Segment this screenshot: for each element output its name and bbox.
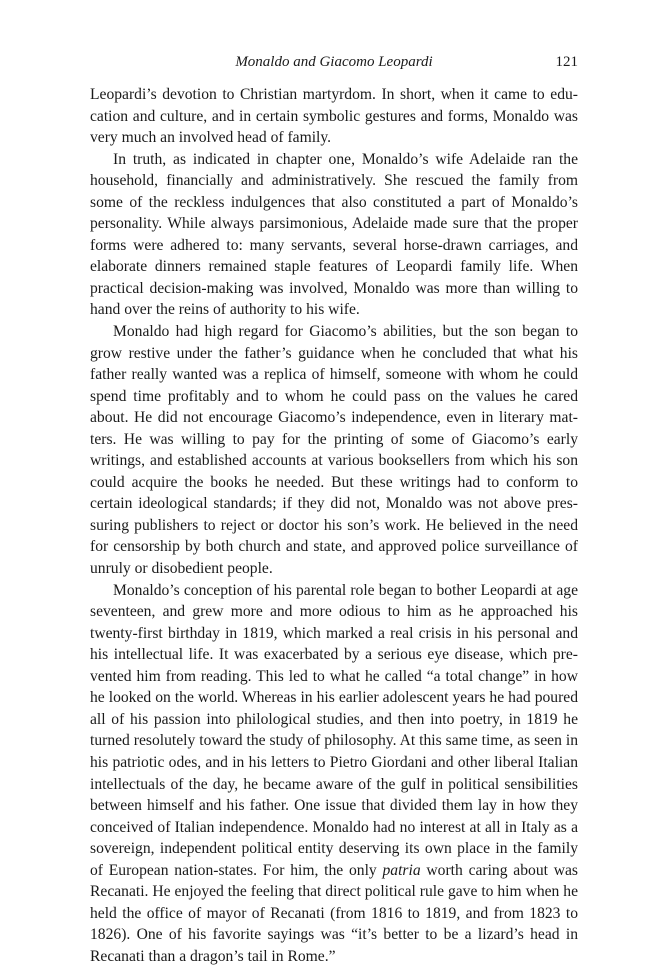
paragraph-4-after-italic: worth caring about was Recanati. He enjoyed the feeling that direct political rule gave to him when he held the office of mayor of Recanati (from 1816 to 1819, and from 1823 to 1826). One of his favorite sayings was “it’s better to be a lizard’s head in Recanati than a dragon’s tail in Rome.”	[90, 861, 578, 965]
paragraph-3: Monaldo had high regard for Giacomo’s abilities, but the son began to grow restive under the father’s guidance when he concluded that what his father really wanted was a replica of himself, someone with whom he could spend time profitably and to whom he could pass on the values he cared about. He did not encourage Giacomo’s independence, even in literary matters. He was willing to pay for the printing of some of Giacomo’s early writings, and established accounts at various booksellers from which his son could acquire the books he needed. But these writings had to conform to certain ideological standards; if they did not, Monaldo was not above pressuring publishers to reject or doctor his son’s work. He believed in the need for censorship by both church and state, and approved police surveillance of unruly or disobedient people.	[90, 323, 578, 578]
paragraph-4-before-italic: Monaldo’s conception of his parental role began to bother Leopardi at age seventeen, and grew more and more odious to him as he approached his twenty-first birthday in 1819, which marked a real crisis in his personal and his intellectual life. It was exacerbated by a serious eye disease, which prevented him from reading. This led to what he called “a total change” in how he looked on the world. Whereas in his earlier adolescent years he had poured all of his passion into philological studies, and then into poetry, in 1819 he turned resolutely toward the study of philosophy. At this same time, as seen in his patriotic odes, and in his letters to Pietro Giordani and other liberal Italian intellectuals of the day, he became aware of the gulf in political sensibilities between himself and his father. One issue that divided them lay in how they conceived of Italian independence. Monaldo had no interest at all in Italy as a sovereign, independent political entity deserving its own place in the family of European nation-states. For him, the only	[90, 581, 578, 879]
paragraph-2: In truth, as indicated in chapter one, Monaldo’s wife Adelaide ran the household, financially and administratively. She rescued the family from some of the reckless indulgences that also constituted a part of Monaldo’s personality. While always parsimonious, Adelaide made sure that the proper forms were adhered to: many servants, several horse-drawn carriages, and elaborate dinners remained staple features of Leopardi family life. When practical decision-making was involved, Monaldo was more than willing to hand over the reins of authority to his wife.	[90, 150, 578, 319]
paragraph-4	[90, 580, 578, 968]
running-head	[90, 52, 578, 72]
paragraph-1: Leopardi’s devotion to Christian martyrdom. In short, when it came to education and culture, and in certain symbolic gestures and forms, Monaldo was very much an involved head of family.	[90, 86, 578, 147]
book-page	[90, 52, 578, 967]
body-text	[90, 84, 578, 967]
running-title: Monaldo and Giacomo Leopardi	[235, 54, 433, 70]
italic-term-patria: patria	[382, 861, 421, 879]
page-number: 121	[555, 54, 578, 70]
